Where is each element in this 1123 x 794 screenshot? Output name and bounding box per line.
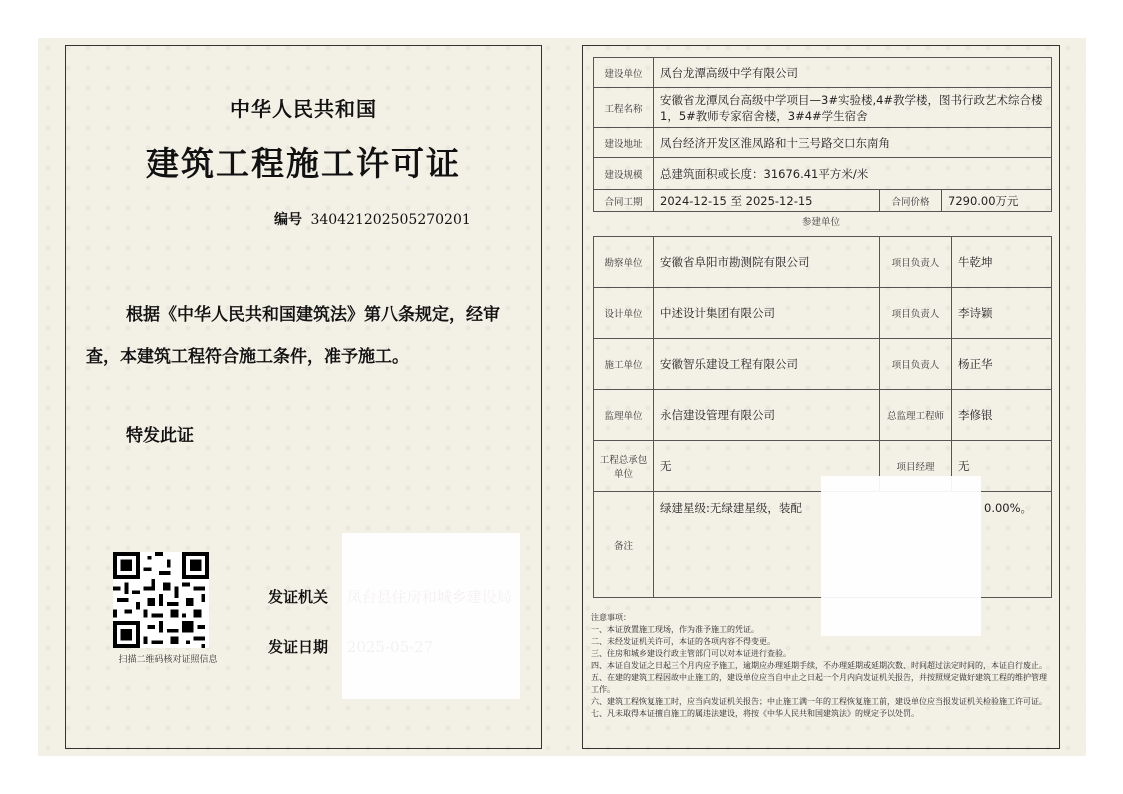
participant-name: 无 (654, 441, 880, 492)
country-name: 中华人民共和国 (230, 97, 377, 121)
participant-row (594, 288, 1052, 339)
participant-role: 勘察单位 (594, 237, 654, 288)
right-panel (582, 45, 1060, 749)
participant-person: 李诗颖 (952, 288, 1052, 339)
participants-caption: 参建单位 (801, 217, 840, 228)
note-item: 七、凡未取得本证擅自施工的属违法建设，将按《中华人民共和国建筑法》的规定予以处罚。 (591, 709, 919, 718)
left-panel (65, 45, 542, 749)
project-label: 工程名称 (594, 88, 654, 128)
certificate-title: 建筑工程施工许可证 (146, 144, 461, 183)
participant-person-role: 项目经理 (880, 441, 952, 492)
address-label: 建设地址 (594, 128, 654, 158)
redaction-block (342, 533, 520, 699)
remarks-text: 绿建星级:无绿建星级，装配 (660, 501, 802, 515)
participant-row (594, 237, 1052, 288)
scale-label: 建设规模 (594, 158, 654, 190)
note-item: 三、住房和城乡建设行政主管部门可以对本证进行查验。 (591, 649, 791, 658)
participant-person-role: 项目负责人 (880, 288, 952, 339)
issue-date-label: 发证日期 (268, 638, 329, 656)
notes-section (591, 612, 1053, 720)
notes-title: 注意事项： (591, 613, 631, 622)
participant-role: 监理单位 (594, 390, 654, 441)
remarks-label: 备注 (594, 492, 654, 598)
participant-row (594, 390, 1052, 441)
unit-value: 凤台龙潭高级中学有限公司 (654, 58, 1052, 88)
unit-label: 建设单位 (594, 58, 654, 88)
participant-person: 无 (952, 441, 1052, 492)
address-value: 凤台经济开发区淮凤路和十三号路交口东南角 (654, 128, 1052, 158)
number-label: 编号 (274, 212, 302, 228)
special-issue-text: 特发此证 (126, 426, 194, 446)
participant-name: 安徽省阜阳市勘测院有限公司 (654, 237, 880, 288)
participant-person: 杨正华 (952, 339, 1052, 390)
qr-caption: 扫描二维码核对证照信息 (118, 655, 218, 665)
participant-role: 工程总承包单位 (594, 441, 654, 492)
number-value: 340421202505270201 (310, 212, 471, 228)
participant-name: 永信建设管理有限公司 (654, 390, 880, 441)
participant-name: 安徽智乐建设工程有限公司 (654, 339, 880, 390)
note-item: 一、本证放置施工现场，作为准予施工的凭证。 (591, 625, 759, 634)
participant-row (594, 339, 1052, 390)
note-item: 六、建筑工程恢复施工时，应当向发证机关报告；中止施工满一年的工程恢复施工前，建设单位应当报发证机关检验施工许可证。 (591, 697, 1047, 706)
participant-person: 牛乾坤 (952, 237, 1052, 288)
participant-person-role: 总监理工程师 (880, 390, 952, 441)
remarks-tail: 0.00%。 (984, 501, 1033, 515)
certificate-body: 根据《中华人民共和国建筑法》第八条规定，经审查，本建筑工程符合施工条件，准予施工。 (86, 305, 500, 367)
period-value: 2024-12-15 至 2025-12-15 (654, 190, 880, 212)
qr-code-icon[interactable] (113, 552, 209, 648)
issuer-label: 发证机关 (268, 588, 329, 606)
participant-role: 施工单位 (594, 339, 654, 390)
participant-role: 设计单位 (594, 288, 654, 339)
project-info-table (593, 57, 1052, 212)
participant-person-role: 项目负责人 (880, 339, 952, 390)
scale-value: 总建筑面积或长度：31676.41平方米/米 (654, 158, 1052, 190)
participant-person-role: 项目负责人 (880, 237, 952, 288)
note-item: 四、本证自发证之日起三个月内应予施工，逾期应办理延期手续，不办理延期或延期次数、时间超过法定时间的，本证自行废止。 (591, 661, 1047, 670)
certificate-number (274, 209, 471, 229)
project-value: 安徽省龙潭凤台高级中学项目—3#实验楼,4#教学楼，图书行政艺术综合楼1，5#教师专家宿舍楼，3#4#学生宿舍 (654, 88, 1052, 128)
price-label: 合同价格 (880, 190, 942, 212)
price-value: 7290.00万元 (942, 190, 1052, 212)
period-label: 合同工期 (594, 190, 654, 212)
participant-name: 中述设计集团有限公司 (654, 288, 880, 339)
participant-person: 李修银 (952, 390, 1052, 441)
note-item: 五、在建的建筑工程因故中止施工的，建设单位应当自中止之日起一个月内向发证机关报告，并按照规定做好建筑工程的维护管理工作。 (591, 673, 1047, 694)
note-item: 二、未经发证机关许可，本证的各项内容不得变更。 (591, 637, 775, 646)
